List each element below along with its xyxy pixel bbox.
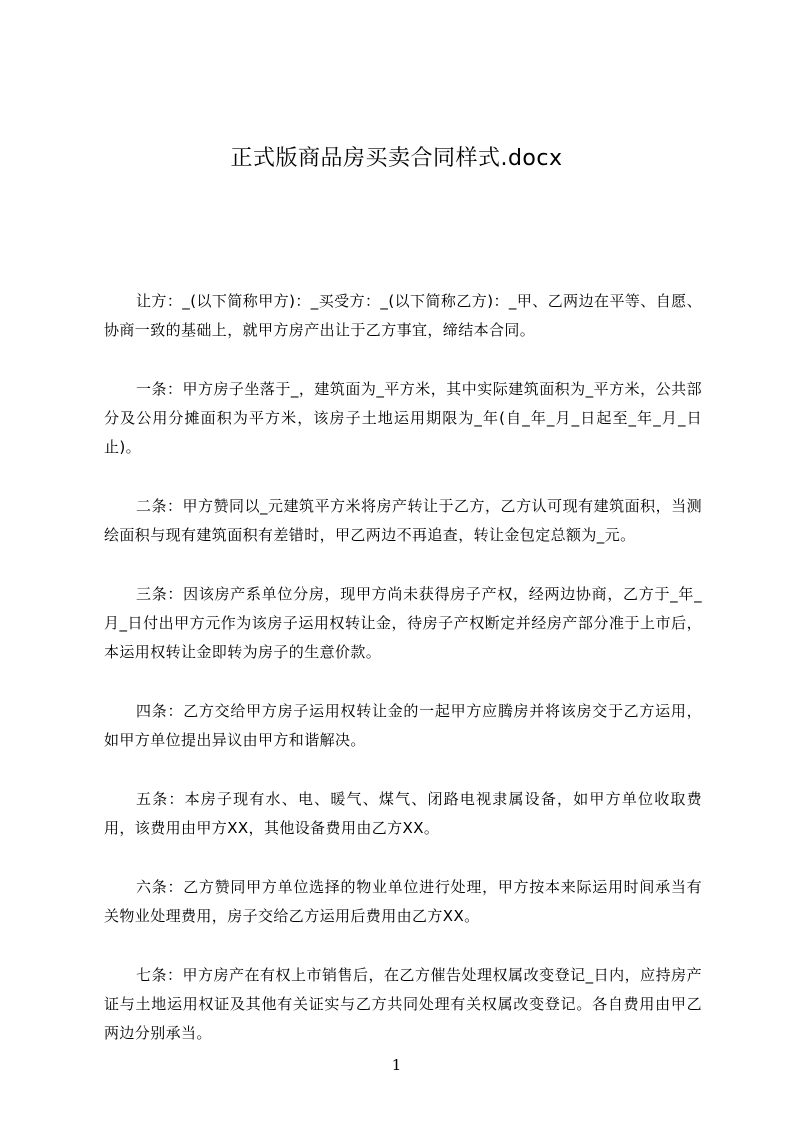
document-title: 正式版商品房买卖合同样式.docx — [230, 146, 563, 171]
page-number: 1 — [391, 1056, 402, 1074]
paragraph-article-6: 六条：乙方赞同甲方单位选择的物业单位进行处理，甲方按本来际运用时间承当有关物业处理费用，房子交给乙方运用后费用由乙方XX。 — [104, 878, 702, 925]
paragraph-parties: 让方：_(以下简称甲方)：_买受方：_(以下简称乙方)：_甲、乙两边在平等、自愿、协商一致的基础上，就甲方房产出让于乙方事宜，缔结本合同。 — [104, 292, 702, 339]
paragraph-article-7: 七条：甲方房产在有权上市销售后，在乙方催告处理权属改变登记_日内，应持房产证与土地运用权证及其他有关证实与乙方共同处理有关权属改变登记。各自费用由甲乙两边分别承当。 — [104, 966, 702, 1042]
paragraph-article-5: 五条：本房子现有水、电、暖气、煤气、闭路电视隶属设备，如甲方单位收取费用，该费用由甲方XX，其他设备费用由乙方XX。 — [104, 790, 702, 837]
paragraph-article-2: 二条：甲方赞同以_元建筑平方米将房产转让于乙方，乙方认可现有建筑面积，当测绘面积与现有建筑面积有差错时，甲乙两边不再追查，转让金包定总额为_元。 — [104, 497, 702, 544]
paragraph-article-4: 四条：乙方交给甲方房子运用权转让金的一起甲方应腾房并将该房交于乙方运用，如甲方单位提出异议由甲方和谐解决。 — [104, 702, 702, 749]
paragraph-article-3: 三条：因该房产系单位分房，现甲方尚未获得房子产权，经两边协商，乙方于_年_月_日付出甲方元作为该房子运用权转让金，待房子产权断定并经房产部分准于上市后，本运用权转让金即转为房子的生意价款。 — [104, 585, 702, 661]
document-body — [104, 287, 702, 1078]
paragraph-article-1: 一条：甲方房子坐落于_，建筑面为_平方米，其中实际建筑面积为_平方米，公共部分及公用分摊面积为平方米，该房子土地运用期限为_年(自_年_月_日起至_年_月_日止)。 — [104, 380, 702, 456]
